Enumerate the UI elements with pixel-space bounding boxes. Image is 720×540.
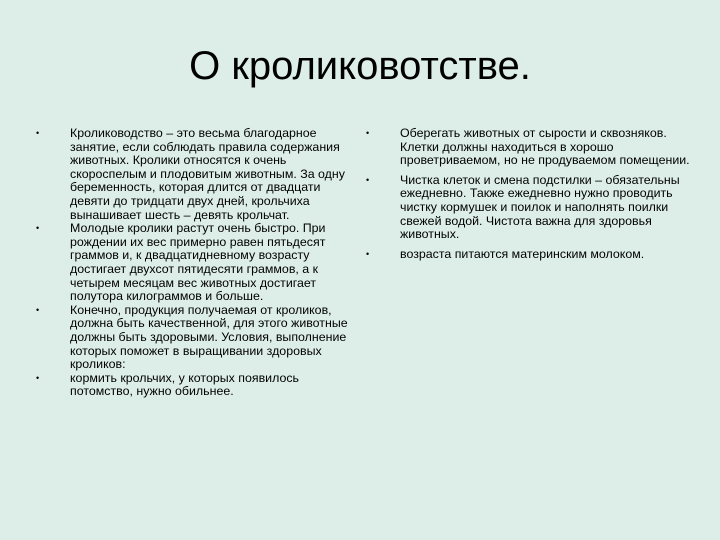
bullet-icon: • bbox=[366, 248, 370, 259]
list-item-text: Чистка клеток и смена подстилки – обязательны ежедневно. Также ежедневно нужно проводить чистку кормушек и поилок и наполнять поилки свежей водой. Чистота важна для здоровья животных. bbox=[400, 172, 680, 242]
list-item bbox=[36, 127, 356, 222]
list-item bbox=[36, 222, 356, 304]
slide-title: О кроликовотстве. bbox=[189, 44, 531, 88]
list-item bbox=[36, 372, 356, 399]
right-bullet-list bbox=[366, 127, 696, 261]
list-item bbox=[366, 127, 696, 168]
bullet-icon: • bbox=[36, 372, 40, 383]
list-item-text: Конечно, продукция получаемая от кроликов, должна быть качественной, для этого животные должны быть здоровыми. Условия, выполнение которых поможет в выращивании здоровых кроликов: bbox=[70, 302, 348, 372]
bullet-icon: • bbox=[36, 304, 40, 315]
list-item-text: Молодые кролики растут очень быстро. При рождении их вес примерно равен пятьдесят граммов и, к двадцатидневному возрасту достигает двухсот пятидесяти граммов, а к четырем месяцам вес животных достигает полутора килограммов и больше. bbox=[70, 221, 326, 304]
list-item-text: Кролиководство – это весьма благодарное занятие, если соблюдать правила содержания животных. Кролики относятся к очень скороспелым и плодовитым животным. За одну беременность, которая длится от двадцати девяти до тридцати двух дней, крольчиха вынашивает шесть – девять крольчат. bbox=[70, 126, 345, 222]
list-item bbox=[366, 174, 696, 242]
bullet-icon: • bbox=[36, 128, 40, 138]
bullet-icon: • bbox=[366, 128, 370, 138]
list-item-text: возраста питаются материнским молоком. bbox=[400, 246, 645, 261]
list-item-text: кормить крольчих, у которых появилось потомство, нужно обильнее. bbox=[70, 370, 300, 399]
list-item bbox=[36, 304, 356, 372]
bullet-icon: • bbox=[366, 174, 370, 185]
left-bullet-list bbox=[36, 127, 356, 399]
list-item-text: Оберегать животных от сырости и сквозняков. Клетки должны находиться в хорошо проветриваемом, но не продуваемом помещении. bbox=[400, 126, 690, 168]
bullet-icon: • bbox=[36, 223, 40, 234]
list-item bbox=[366, 248, 696, 262]
